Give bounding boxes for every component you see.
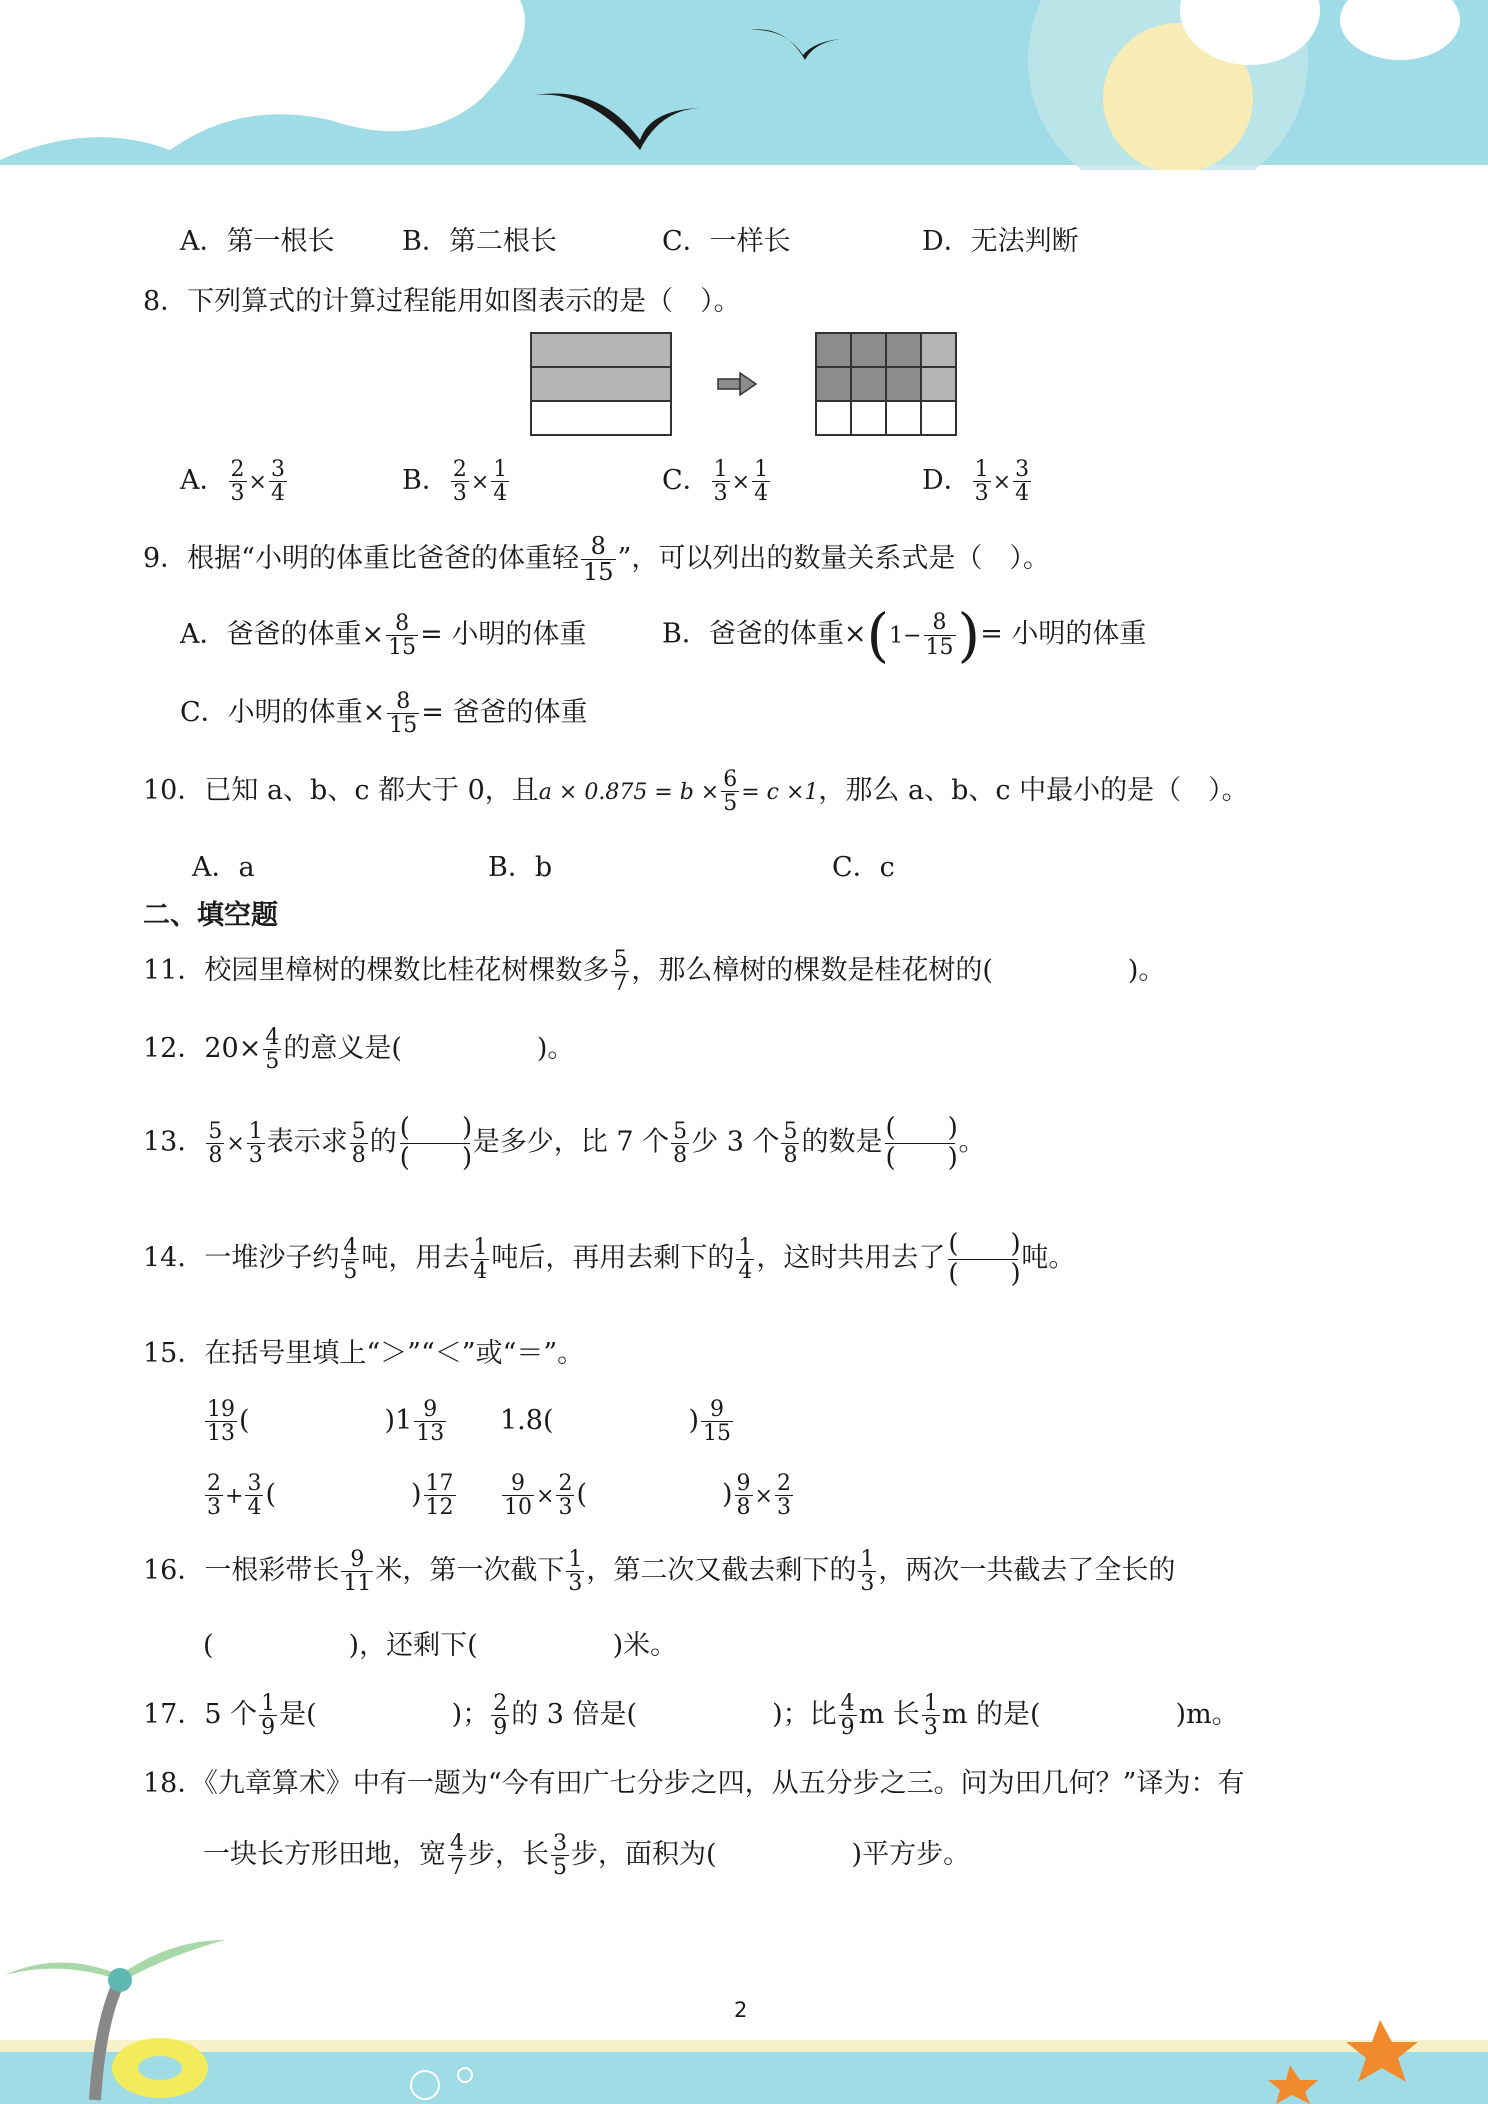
q11: 11．校园里樟树的棵数比桂花树棵数多 $\frac{5}{7}$ ，那么樟树的棵数是桂花树的( )。 xyxy=(143,947,1166,997)
q9-option-b: B．爸爸的体重×(1− $\frac{8}{15}$ )= 小明的体重 xyxy=(662,601,1147,669)
q15-compare-1: $\frac{19}{13}$ ( )1 $\frac{9}{13}$ xyxy=(207,1397,445,1447)
fraction: $\frac{2}{3}$ xyxy=(558,1471,573,1521)
q7-option-c: C．一样长 xyxy=(662,226,791,257)
fraction: $\frac{1}{4}$ xyxy=(754,457,769,507)
fraction: $\frac{2}{3}$ xyxy=(230,457,245,507)
q15-compare-3: $\frac{2}{3}$ + $\frac{3}{4}$ ( ) $\frac{17}{12}$ xyxy=(207,1471,454,1521)
fraction: $\frac{1}{3}$ xyxy=(568,1547,583,1597)
q8-option-b: B． $\frac{2}{3}$ × $\frac{1}{4}$ xyxy=(402,457,508,507)
fraction: $\frac{5}{8}$ xyxy=(783,1118,798,1168)
answer-blank[interactable]: ( ) xyxy=(542,1405,700,1437)
fraction: $\frac{2}{3}$ xyxy=(776,1471,791,1521)
q10-stem: 10．已知 a、b、c 都大于 0，且a × 0.875 = b × $\frac{6}{5}$ = c ×1，那么 a、b、c 中最小的是（ ）。 xyxy=(143,767,1249,817)
fraction: $\frac{2}{3}$ xyxy=(452,457,467,507)
q8-option-a: A． $\frac{2}{3}$ × $\frac{3}{4}$ xyxy=(180,457,285,507)
fraction: $\frac{4}{7}$ xyxy=(450,1831,464,1881)
fraction: $\frac{4}{5}$ xyxy=(265,1025,280,1075)
fraction: $\frac{9}{10}$ xyxy=(504,1471,532,1521)
answer-blank-fraction[interactable]: ( ) ( ) xyxy=(399,1113,473,1173)
fraction: $\frac{1}{4}$ xyxy=(473,1234,488,1284)
q12: 12．20× $\frac{4}{5}$ 的意义是( )。 xyxy=(143,1025,575,1075)
fraction: $\frac{1}{4}$ xyxy=(493,457,508,507)
fraction: $\frac{1}{3}$ xyxy=(923,1691,938,1741)
fraction: $\frac{8}{15}$ xyxy=(389,689,418,739)
fraction: $\frac{1}{4}$ xyxy=(738,1234,753,1284)
fraction: $\frac{3}{5}$ xyxy=(553,1831,567,1881)
q16-line2: ( )，还剩下( )米。 xyxy=(203,1630,678,1661)
q8-option-d: D． $\frac{1}{3}$ × $\frac{3}{4}$ xyxy=(922,457,1030,507)
fraction: $\frac{19}{13}$ xyxy=(207,1397,235,1447)
fraction: $\frac{9}{15}$ xyxy=(703,1397,732,1447)
fraction: $\frac{17}{12}$ xyxy=(425,1471,454,1521)
q18-line2: 一块长方形田地，宽 $\frac{4}{7}$ 步，长 $\frac{3}{5}$ 步，面积为( )平方步。 xyxy=(203,1831,971,1881)
answer-blank[interactable]: ( ) xyxy=(239,1405,396,1437)
fraction: $\frac{6}{5}$ xyxy=(723,767,738,817)
fraction: $\frac{2}{9}$ xyxy=(493,1691,508,1741)
fraction: $\frac{2}{3}$ xyxy=(207,1471,221,1521)
answer-blank[interactable]: ( ) xyxy=(265,1479,422,1511)
page-number: 2 xyxy=(734,1998,748,2022)
q15-stem: 15．在括号里填上“＞”“＜”或“＝”。 xyxy=(143,1338,585,1369)
fraction: $\frac{4}{9}$ xyxy=(840,1691,855,1741)
fraction: $\frac{1}{3}$ xyxy=(860,1547,875,1597)
q17: 17．5 个 $\frac{1}{9}$ 是( )； $\frac{2}{9}$ 的 3 倍是( )；比 $\frac{4}{9}$ m 长 $\frac{1}{3}$ m 的是( )m。 xyxy=(143,1691,1239,1741)
q9-stem: 9．根据“小明的体重比爸爸的体重轻 $\frac{8}{15}$ ”，可以列出的数量关系式是（ ）。 xyxy=(143,532,1050,587)
arrow-right-icon xyxy=(718,373,756,395)
fraction: $\frac{3}{4}$ xyxy=(1015,457,1030,507)
q9-option-a: A．爸爸的体重× $\frac{8}{15}$ = 小明的体重 xyxy=(180,611,587,661)
answer-blank-fraction[interactable]: ( ) ( ) xyxy=(885,1113,958,1173)
fraction: $\frac{3}{4}$ xyxy=(247,1471,262,1521)
section-heading-fill-in: 二、填空题 xyxy=(143,900,278,931)
q15-compare-2: 1.8( ) $\frac{9}{15}$ xyxy=(500,1397,732,1447)
fraction: $\frac{8}{15}$ xyxy=(388,611,417,661)
diagram-right-grid xyxy=(816,333,956,435)
fraction: $\frac{1}{9}$ xyxy=(261,1691,276,1741)
fraction: $\frac{5}{8}$ xyxy=(208,1118,223,1168)
q8-fraction-diagram xyxy=(530,332,960,442)
q16-line1: 16．一根彩带长 $\frac{9}{11}$ 米，第一次截下 $\frac{1}{3}$ ，第二次又截去剩下的 $\frac{1}{3}$ ，两次一共截去了全长的 xyxy=(143,1547,1176,1597)
q10-option-b: B．b xyxy=(488,852,553,883)
q15-compare-4: $\frac{9}{10}$ × $\frac{2}{3}$ ( ) $\frac{9}{8}$ × $\frac{2}{3}$ xyxy=(504,1471,791,1521)
fraction: $\frac{9}{13}$ xyxy=(416,1397,445,1447)
q9-option-c: C．小明的体重× $\frac{8}{15}$ = 爸爸的体重 xyxy=(180,689,588,739)
fraction: $\frac{9}{8}$ xyxy=(736,1471,751,1521)
diagram-left-rectangle xyxy=(531,333,671,435)
q18-line1: 18．《九章算术》中有一题为“今有田广七分步之四，从五分步之三。问为田几何？”译为：有 xyxy=(143,1768,1245,1799)
answer-blank[interactable]: ( ) xyxy=(576,1479,733,1511)
fraction: $\frac{1}{3}$ xyxy=(713,457,728,507)
q7-option-b: B．第二根长 xyxy=(402,226,557,257)
answer-blank-fraction[interactable]: ( ) ( ) xyxy=(948,1229,1021,1289)
fraction: $\frac{5}{7}$ xyxy=(613,947,628,997)
fraction: $\frac{5}{8}$ xyxy=(351,1118,366,1168)
fraction: $\frac{5}{8}$ xyxy=(673,1118,688,1168)
fraction: $\frac{1}{3}$ xyxy=(248,1118,263,1168)
q10-option-c: C．c xyxy=(832,852,895,883)
q7-option-d: D．无法判断 xyxy=(922,226,1079,257)
q13: 13． $\frac{5}{8}$ × $\frac{1}{3}$ 表示求 $\frac{5}{8}$ 的 ( ) ( )是多少，比 7 个 $\frac{5}{8}$ 少 3 个 $\frac{5}{8}$ 的数是 ( ) ( )。 xyxy=(143,1113,986,1173)
fraction: $\frac{9}{11}$ xyxy=(343,1547,372,1597)
q14: 14．一堆沙子约 $\frac{4}{5}$ 吨，用去 $\frac{1}{4}$ 吨后，再用去剩下的 $\frac{1}{4}$ ，这时共用去了 ( ) ( )吨。 xyxy=(143,1229,1076,1289)
fraction: $\frac{4}{5}$ xyxy=(343,1234,358,1284)
q8-option-c: C． $\frac{1}{3}$ × $\frac{1}{4}$ xyxy=(662,457,769,507)
fraction: $\frac{3}{4}$ xyxy=(270,457,285,507)
fraction: $\frac{8}{15}$ xyxy=(582,532,614,587)
fraction: $\frac{1}{3}$ xyxy=(974,457,989,507)
q10-option-a: A．a xyxy=(192,852,255,883)
fraction: $\frac{8}{15}$ xyxy=(925,610,954,660)
q7-option-a: A．第一根长 xyxy=(180,226,335,257)
q8-stem: 8．下列算式的计算过程能用如图表示的是（ ）。 xyxy=(143,286,741,317)
